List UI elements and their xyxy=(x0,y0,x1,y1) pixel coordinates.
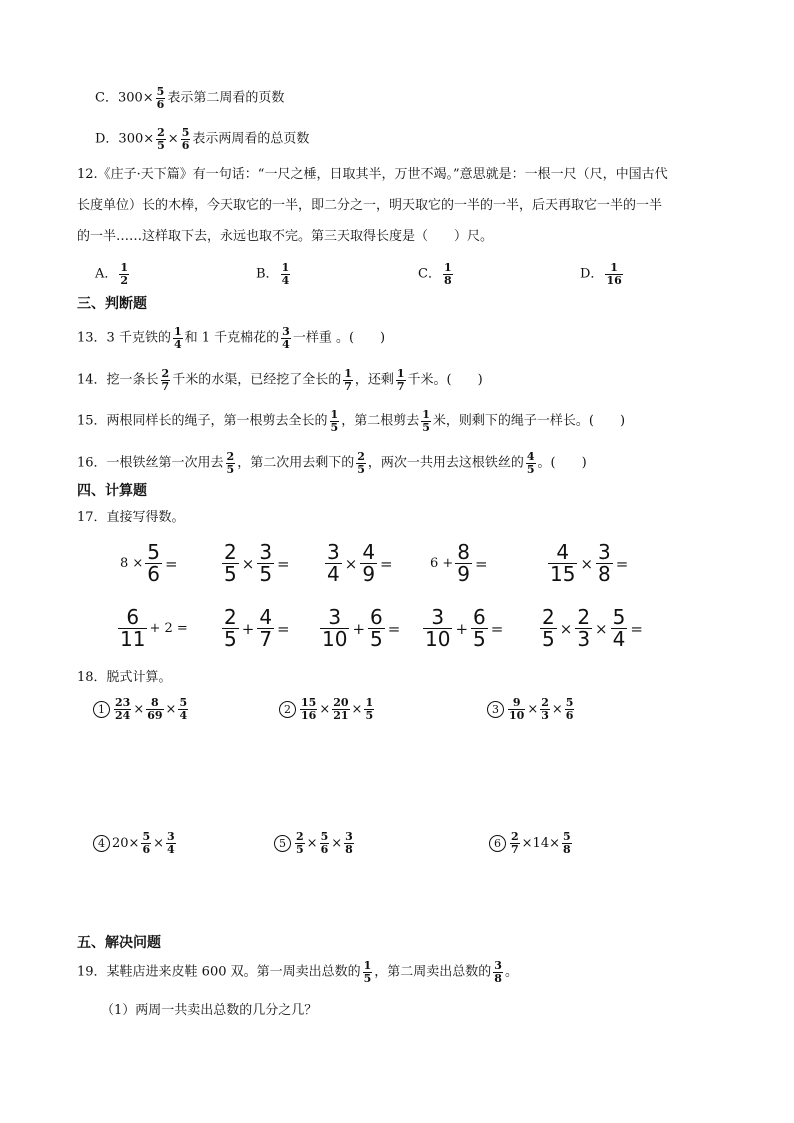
q18-problem: 4 20× $\frac{5}{6}$ × $\frac{3}{4}$ xyxy=(93,831,178,855)
q19-subquestion-1: （1）两周一共卖出总数的几分之几？ xyxy=(101,1003,318,1018)
q13: 13．3 千克铁的 $\frac{1}{4}$ 和 1 千克棉花的 $\frac{3}{4}$ 一样重 。( ) xyxy=(77,325,386,351)
q12-line-3: 的一半……这样取下去，永远也取不完。第三天取得长度是（ ）尺。 xyxy=(77,229,494,244)
q17-expr: $\frac{3}{4}$ × $\frac{4}{9}$ = xyxy=(327,540,393,586)
q17-expr: $\frac{6}{11}$ + 2 = xyxy=(120,605,188,651)
q18-problem: 3 $\frac{9}{10}$ × $\frac{2}{3}$ × $\frac{5}{6}$ xyxy=(487,697,576,721)
q17-expr: $\frac{3}{10}$ + $\frac{6}{5}$ = xyxy=(322,605,401,651)
q15: 15．两根同样长的绳子，第一根剪去全长的 $\frac{1}{5}$ ，第二根剪去 $\frac{1}{5}$ 米，则剩下的绳子一样长。( ) xyxy=(77,408,626,434)
q17-expr: $\frac{3}{10}$ + $\frac{6}{5}$ = xyxy=(425,605,504,651)
q12-option-d: D． $\frac{1}{16}$ xyxy=(580,261,622,287)
q17-title: 17．直接写得数。 xyxy=(77,510,185,525)
q19: 19．某鞋店进来皮鞋 600 双。第一周卖出总数的 $\frac{1}{5}$ ，第二周卖出总数的 $\frac{3}{8}$ 。 xyxy=(77,959,518,985)
q18-problem: 1 $\frac{23}{24}$ × $\frac{8}{69}$ × $\frac{5}{4}$ xyxy=(93,697,190,721)
fraction: $\frac{5}{6}$ xyxy=(181,126,190,152)
section-title-calculation: 四、计算题 xyxy=(77,483,147,499)
fraction: $\frac{2}{5}$ xyxy=(157,126,165,152)
q16: 16．一根铁丝第一次用去 $\frac{2}{5}$ ，第二次用去剩下的 $\frac{2}{5}$ ，两次一共用去这根铁丝的 $\frac{4}{5}$ 。( ) xyxy=(77,450,587,476)
q11-option-c: C．300× $\frac{5}{6}$ 表示第二周看的页数 xyxy=(95,85,285,111)
q12-option-b: B． $\frac{1}{4}$ xyxy=(256,261,290,287)
q17-expr: $\frac{2}{5}$ × $\frac{2}{3}$ × $\frac{5}{4}$ = xyxy=(542,605,643,651)
q18-title: 18．脱式计算。 xyxy=(77,670,172,685)
q18-problem: 6 $\frac{2}{7}$ ×14× $\frac{5}{8}$ xyxy=(489,831,574,855)
q14: 14．挖一条长 $\frac{2}{7}$ 千米的水渠，已经挖了全长的 $\frac{1}{7}$ ，还剩 $\frac{1}{7}$ 千米。( ) xyxy=(77,367,483,393)
q18-problem: 5 $\frac{2}{5}$ × $\frac{5}{6}$ × $\frac{3}{8}$ xyxy=(274,831,356,855)
q18-problem: 2 $\frac{15}{16}$ × $\frac{20}{21}$ × $\frac{1}{5}$ xyxy=(279,697,376,721)
section-title-problem-solving: 五、解决问题 xyxy=(77,935,161,951)
q12-option-c: C． $\frac{1}{8}$ xyxy=(418,261,452,287)
q12-line-1: 12.《庄子·天下篇》有一句话：“一尺之棰，日取其半，万世不竭。”意思就是：一根一尺（尺，中国古代 xyxy=(77,167,668,182)
fraction: $\frac{5}{6}$ xyxy=(156,85,165,111)
q12-line-2: 长度单位）长的木棒，今天取它的一半，即二分之一，明天取它的一半的一半，后天再取它一半的一半 xyxy=(77,198,663,213)
q17-expr: 8 × $\frac{5}{6}$ = xyxy=(120,540,178,586)
q17-expr: $\frac{4}{15}$ × $\frac{3}{8}$ = xyxy=(550,540,629,586)
q17-expr: $\frac{2}{5}$ + $\frac{4}{7}$ = xyxy=(224,605,290,651)
q12-option-a: A． $\frac{1}{2}$ xyxy=(95,261,129,287)
q11-option-d: D．300× $\frac{2}{5}$ × $\frac{5}{6}$ 表示两周看的总页数 xyxy=(95,126,310,152)
q17-expr: 6 + $\frac{8}{9}$ = xyxy=(430,540,488,586)
q17-expr: $\frac{2}{5}$ × $\frac{3}{5}$ = xyxy=(224,540,290,586)
section-title-judgement: 三、判断题 xyxy=(77,296,147,312)
